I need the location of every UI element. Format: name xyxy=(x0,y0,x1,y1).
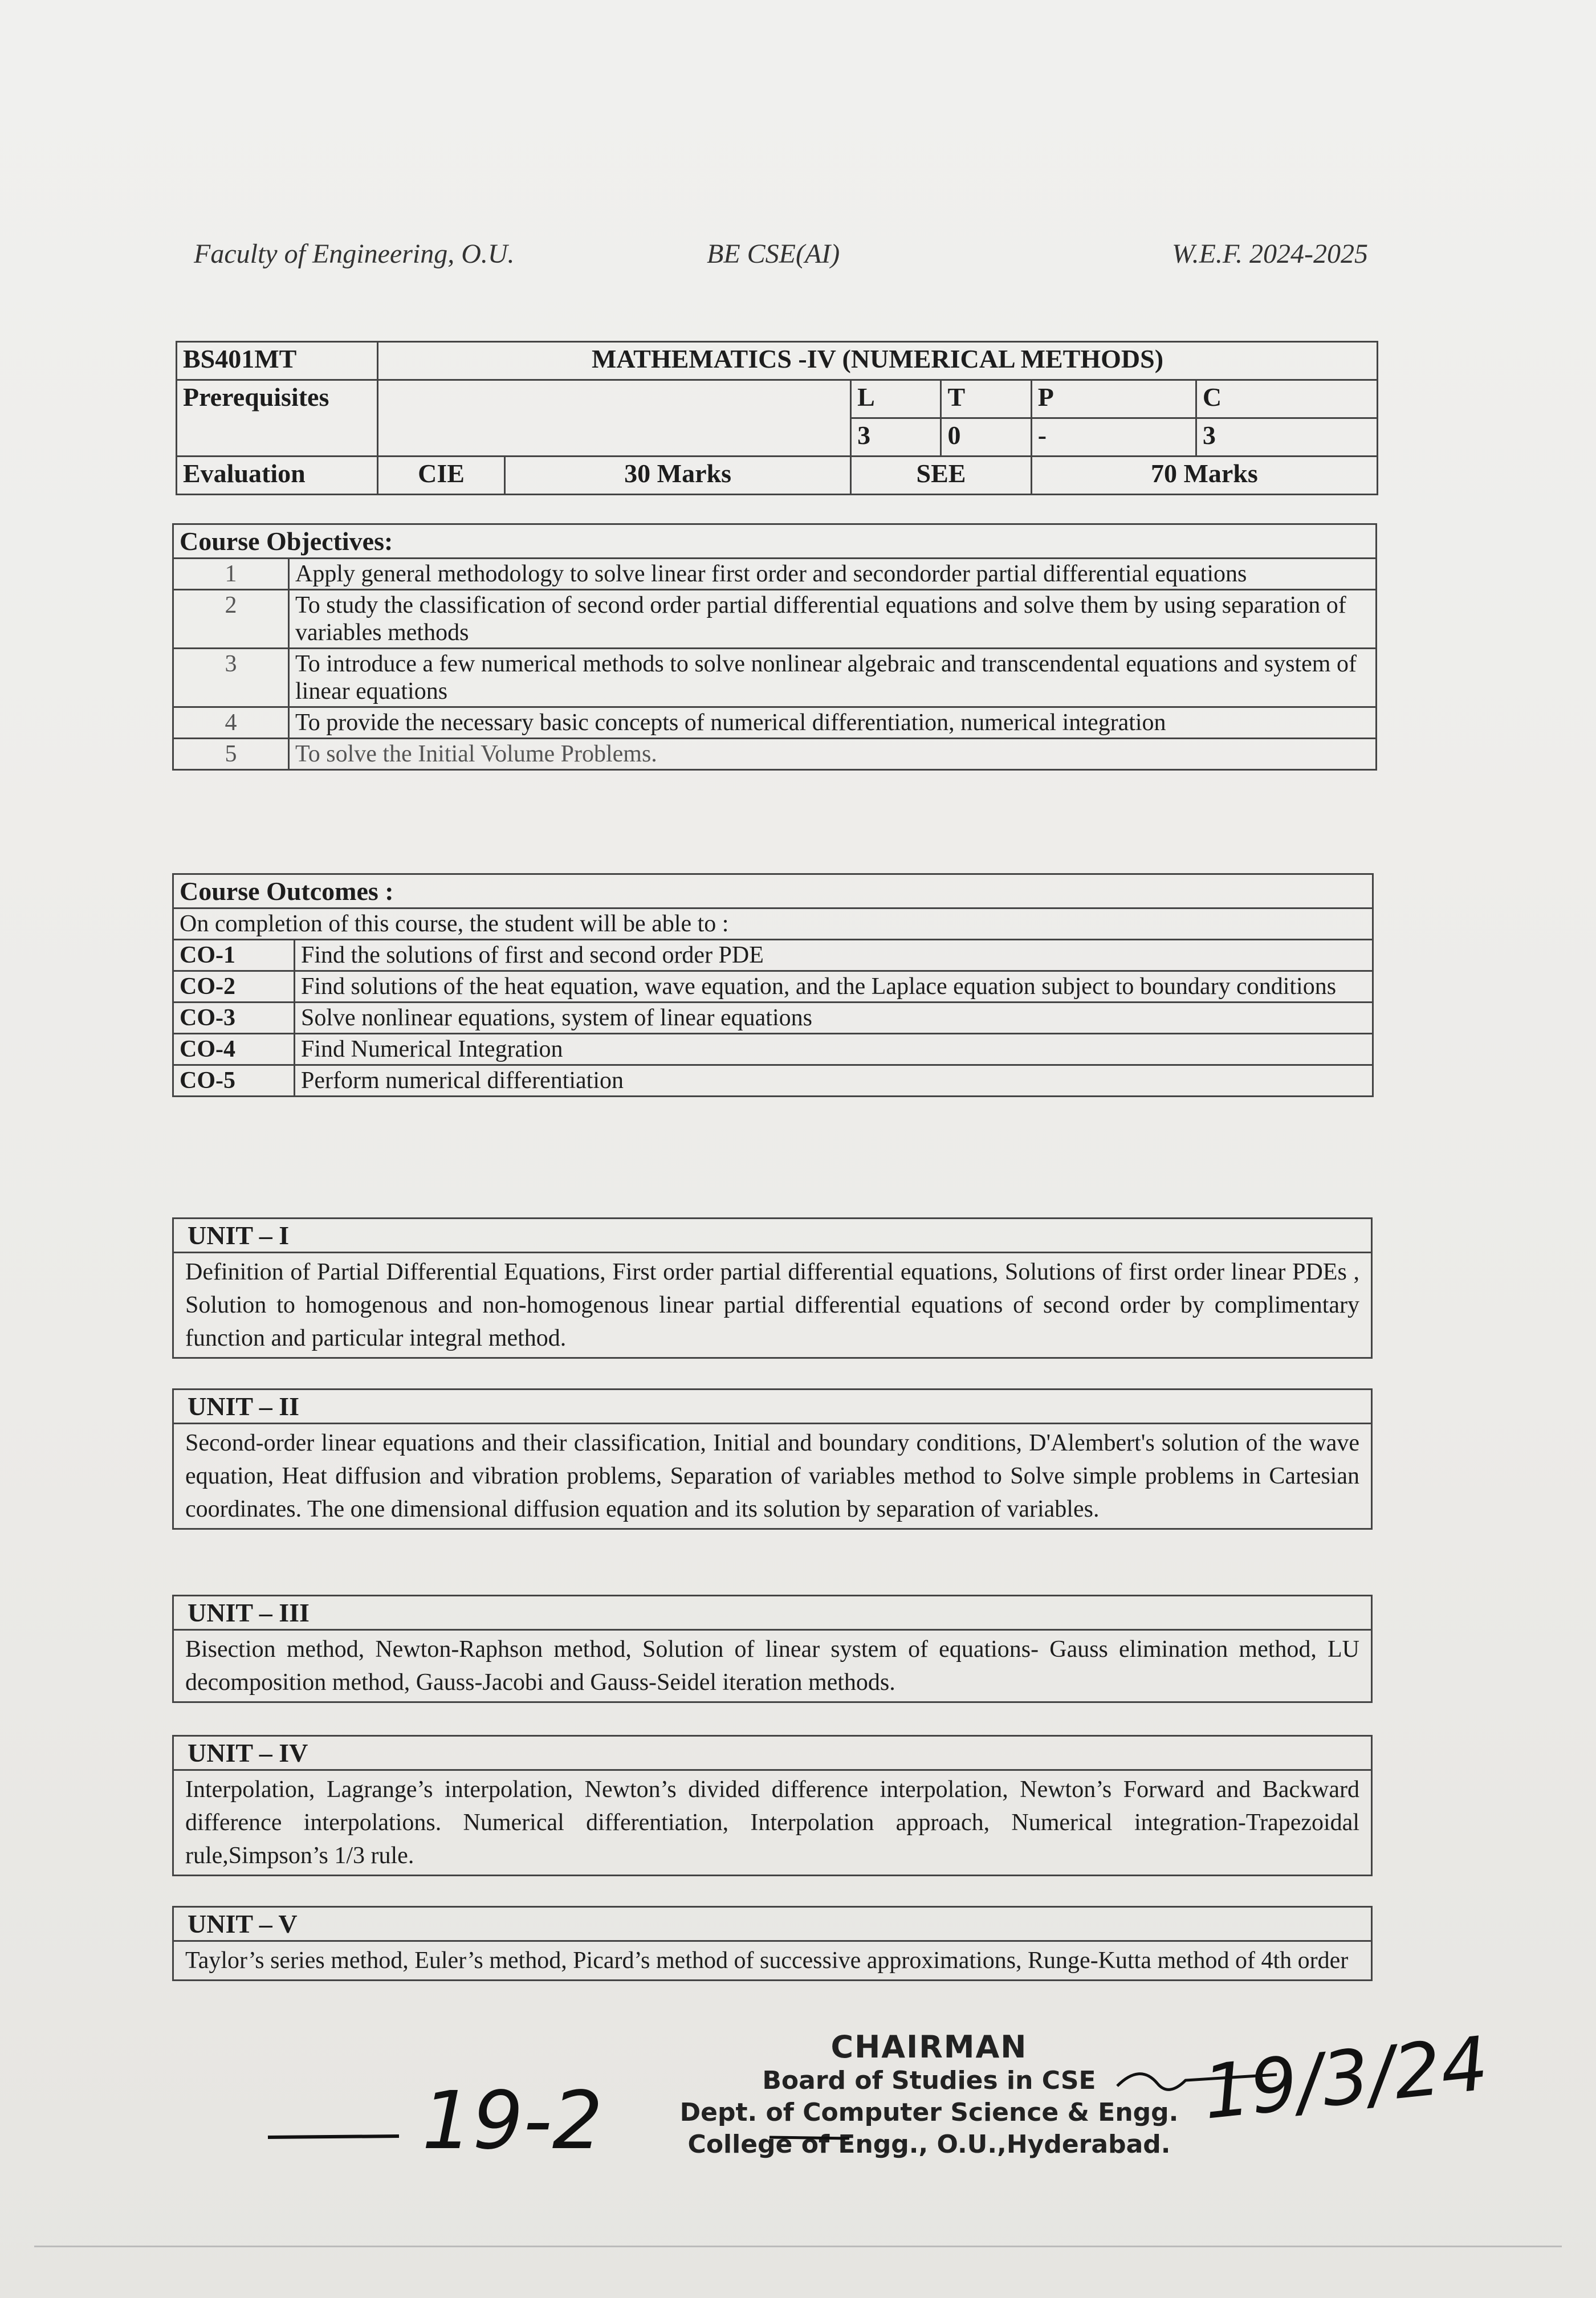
unit-content: Second-order linear equations and their classification, Initial and boundary conditions, D'Alembert's solution of the wave equation, Heat diffusion and vibration problems, Separation of variables method to Solve simple problems in Cartesian coordinates. The one dimensional diffusion equation and its solution by separation of variables. xyxy=(185,1430,1359,1522)
outcomes-title: Course Outcomes : xyxy=(173,874,1373,908)
see-label: SEE xyxy=(851,457,1032,495)
outcome-row xyxy=(173,1034,1373,1065)
objective-row xyxy=(173,707,1377,739)
page-header xyxy=(194,238,1368,278)
objective-number: 4 xyxy=(173,707,289,739)
course-objectives-table xyxy=(172,523,1377,771)
ltpc-header-t: T xyxy=(941,380,1031,418)
unit-content: Definition of Partial Differential Equations, First order partial differential equations, Solutions of first order linear PDEs , Solution to homogenous and non-homogenous linear partial differential equations of second order by complimentary function and particular integral method. xyxy=(185,1259,1359,1351)
wef-label: W.E.F. 2024-2025 xyxy=(1171,239,1368,269)
stamp-board: Board of Studies in CSE xyxy=(762,2066,1096,2095)
ltpc-value-l: 3 xyxy=(851,418,941,457)
ltpc-value-c: 3 xyxy=(1196,418,1377,457)
faculty-label: Faculty of Engineering, O.U. xyxy=(194,239,515,269)
outcome-text: Find Numerical Integration xyxy=(295,1034,1373,1065)
handwritten-left-note: 19-2 xyxy=(422,2075,603,2167)
stamp-chairman: CHAIRMAN xyxy=(830,2029,1028,2065)
ltpc-header-l: L xyxy=(851,380,941,418)
objective-row xyxy=(173,590,1377,649)
cie-marks: 30 Marks xyxy=(505,457,851,495)
outcome-code: CO-5 xyxy=(173,1065,295,1097)
unit-title: UNIT – II xyxy=(174,1390,1371,1424)
outcome-row xyxy=(173,1003,1373,1034)
ltpc-header-p: P xyxy=(1031,380,1196,418)
unit-4-box xyxy=(172,1735,1373,1876)
course-code: BS401MT xyxy=(177,342,378,380)
unit-content: Interpolation, Lagrange’s interpolation, Newton’s divided difference interpolation, Newton’s Forward and Backward difference interpolations. Numerical differentiation, Interpolation approach, Numerical integration-Trapezoidal rule,Simpson’s 1/3 rule. xyxy=(185,1777,1359,1869)
ltpc-value-t: 0 xyxy=(941,418,1031,457)
prerequisites-label: Prerequisites xyxy=(177,380,378,457)
unit-title: UNIT – IV xyxy=(174,1737,1371,1771)
see-marks: 70 Marks xyxy=(1031,457,1377,495)
outcome-text: Find the solutions of first and second order PDE xyxy=(295,940,1373,971)
unit-5-box xyxy=(172,1906,1373,1981)
course-info-table xyxy=(176,341,1378,495)
objective-text: To solve the Initial Volume Problems. xyxy=(289,739,1377,770)
program-label: BE CSE(AI) xyxy=(707,239,840,269)
objective-row xyxy=(173,739,1377,770)
course-outcomes-table xyxy=(172,873,1374,1097)
objective-row xyxy=(173,559,1377,590)
objective-text: To study the classification of second order partial differential equations and solve them by using separation of variables methods xyxy=(289,590,1377,649)
unit-2-box xyxy=(172,1388,1373,1530)
ltpc-value-p: - xyxy=(1031,418,1196,457)
unit-content: Taylor’s series method, Euler’s method, Picard’s method of successive approximations, Runge-Kutta method of 4th order xyxy=(185,1947,1349,1974)
stamp-college: College of Engg., O.U.,Hyderabad. xyxy=(687,2130,1171,2159)
unit-title: UNIT – I xyxy=(174,1219,1371,1253)
unit-title: UNIT – III xyxy=(174,1596,1371,1631)
prerequisites-value xyxy=(378,380,851,457)
outcome-text: Perform numerical differentiation xyxy=(295,1065,1373,1097)
bottom-divider xyxy=(34,2246,1562,2247)
outcome-code: CO-3 xyxy=(173,1003,295,1034)
outcome-code: CO-1 xyxy=(173,940,295,971)
outcome-text: Solve nonlinear equations, system of linear equations xyxy=(295,1003,1373,1034)
evaluation-label: Evaluation xyxy=(177,457,378,495)
outcome-code: CO-4 xyxy=(173,1034,295,1065)
handwritten-date: 19/3/24 xyxy=(1199,2020,1492,2136)
course-title: MATHEMATICS -IV (NUMERICAL METHODS) xyxy=(378,342,1378,380)
objectives-title: Course Objectives: xyxy=(173,524,1377,559)
objective-number: 2 xyxy=(173,590,289,649)
objective-row xyxy=(173,649,1377,707)
outcome-row xyxy=(173,940,1373,971)
outcome-code: CO-2 xyxy=(173,971,295,1003)
unit-1-box xyxy=(172,1217,1373,1359)
ltpc-header-c: C xyxy=(1196,380,1377,418)
outcome-row xyxy=(173,971,1373,1003)
unit-3-box xyxy=(172,1595,1373,1703)
objective-number: 5 xyxy=(173,739,289,770)
outcome-row xyxy=(173,1065,1373,1097)
objective-text: Apply general methodology to solve linear first order and secondorder partial differential equations xyxy=(289,559,1377,590)
outcome-text: Find solutions of the heat equation, wave equation, and the Laplace equation subject to boundary conditions xyxy=(295,971,1373,1003)
cie-label: CIE xyxy=(378,457,505,495)
objective-number: 1 xyxy=(173,559,289,590)
unit-content: Bisection method, Newton-Raphson method, Solution of linear system of equations- Gauss elimination method, LU decomposition method, Gauss-Jacobi and Gauss-Seidel iteration methods. xyxy=(185,1636,1359,1696)
objective-number: 3 xyxy=(173,649,289,707)
objective-text: To introduce a few numerical methods to solve nonlinear algebraic and transcendental equations and system of linear equations xyxy=(289,649,1377,707)
outcomes-intro: On completion of this course, the student will be able to : xyxy=(173,908,1373,940)
unit-title: UNIT – V xyxy=(174,1908,1371,1942)
objective-text: To provide the necessary basic concepts of numerical differentiation, numerical integration xyxy=(289,707,1377,739)
stamp-dept: Dept. of Computer Science & Engg. xyxy=(679,2098,1179,2127)
